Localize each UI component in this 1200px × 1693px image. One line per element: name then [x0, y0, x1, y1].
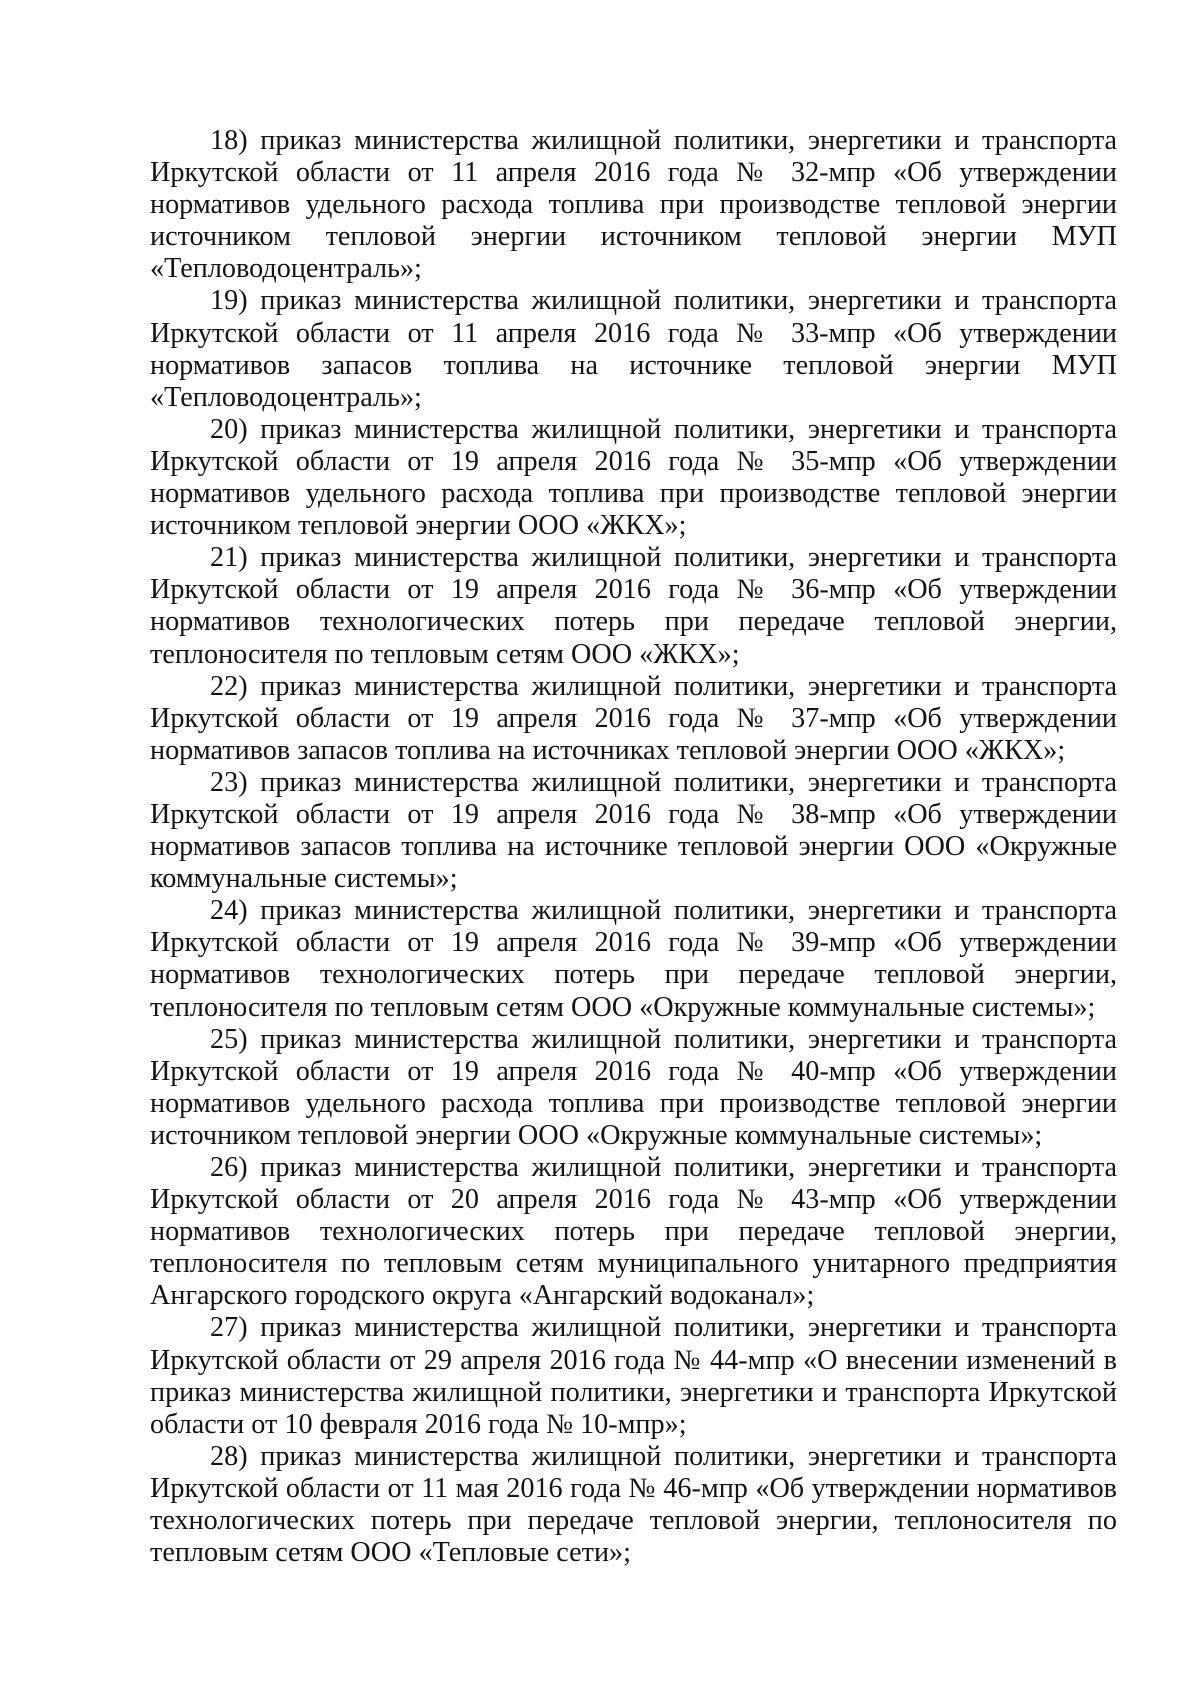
document-body — [150, 125, 1117, 1569]
list-item-21: 21) приказ министерства жилищной политики, энергетики и транспорта Иркутской области от 19 апреля 2016 года № 36-мпр «Об утверждении нормативов технологических потерь при передаче тепловой энергии, теплоносителя по тепловым сетям ООО «ЖКХ»; — [150, 542, 1117, 670]
list-item-22: 22) приказ министерства жилищной политики, энергетики и транспорта Иркутской области от 19 апреля 2016 года № 37-мпр «Об утверждении нормативов запасов топлива на источниках тепловой энергии ООО «ЖКХ»; — [150, 670, 1117, 766]
list-item-23: 23) приказ министерства жилищной политики, энергетики и транспорта Иркутской области от 19 апреля 2016 года № 38-мпр «Об утверждении нормативов запасов топлива на источнике тепловой энергии ООО «Окружные коммунальные системы»; — [150, 766, 1117, 895]
list-item-27: 27) приказ министерства жилищной политики, энергетики и транспорта Иркутской области от 29 апреля 2016 года № 44-мпр «О внесении изменений в приказ министерства жилищной политики, энергетики и транспорта Иркутской области от 10 февраля 2016 года № 10-мпр»; — [150, 1312, 1117, 1440]
list-item-28: 28) приказ министерства жилищной политики, энергетики и транспорта Иркутской области от 11 мая 2016 года № 46-мпр «Об утверждении нормативов технологических потерь при передаче тепловой энергии, теплоносителя по тепловым сетям ООО «Тепловые сети»; — [150, 1440, 1117, 1569]
list-item-18: 18) приказ министерства жилищной политики, энергетики и транспорта Иркутской области от 11 апреля 2016 года № 32-мпр «Об утверждении нормативов удельного расхода топлива при производстве тепловой энергии источником тепловой энергии источником тепловой энергии МУП «Тепловодоцентраль»; — [150, 125, 1117, 285]
list-item-19: 19) приказ министерства жилищной политики, энергетики и транспорта Иркутской области от 11 апреля 2016 года № 33-мпр «Об утверждении нормативов запасов топлива на источнике тепловой энергии МУП «Тепловодоцентраль»; — [150, 285, 1117, 413]
list-item-25: 25) приказ министерства жилищной политики, энергетики и транспорта Иркутской области от 19 апреля 2016 года № 40-мпр «Об утверждении нормативов удельного расхода топлива при производстве тепловой энергии источником тепловой энергии ООО «Окружные коммунальные системы»; — [150, 1023, 1117, 1151]
list-item-24: 24) приказ министерства жилищной политики, энергетики и транспорта Иркутской области от 19 апреля 2016 года № 39-мпр «Об утверждении нормативов технологических потерь при передаче тепловой энергии, теплоносителя по тепловым сетям ООО «Окружные коммунальные системы»; — [150, 895, 1117, 1023]
list-item-26: 26) приказ министерства жилищной политики, энергетики и транспорта Иркутской области от 20 апреля 2016 года № 43-мпр «Об утверждении нормативов технологических потерь при передаче тепловой энергии, теплоносителя по тепловым сетям муниципального унитарного предприятия Ангарского городского округа «Ангарский водоканал»; — [150, 1152, 1117, 1312]
list-item-20: 20) приказ министерства жилищной политики, энергетики и транспорта Иркутской области от 19 апреля 2016 года № 35-мпр «Об утверждении нормативов удельного расхода топлива при производстве тепловой энергии источником тепловой энергии ООО «ЖКХ»; — [150, 413, 1117, 542]
